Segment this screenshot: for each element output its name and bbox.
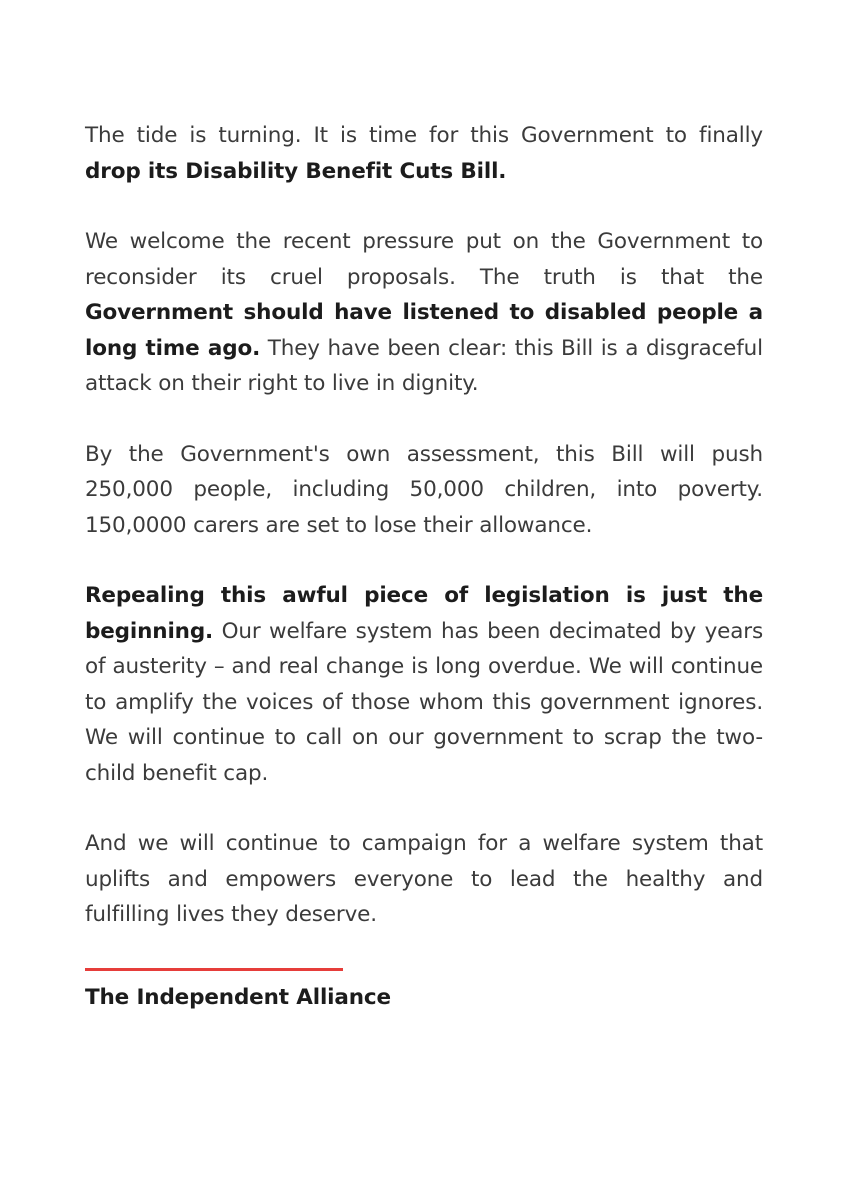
paragraph-2	[85, 224, 763, 402]
paragraph-1-text: The tide is turning. It is time for this Government to finally	[85, 123, 763, 148]
paragraph-1	[85, 118, 763, 189]
paragraph-2-text-start: We welcome the recent pressure put on the Government to reconsider its cruel proposals. The truth is that the	[85, 229, 763, 290]
paragraph-5-text: And we will continue to campaign for a welfare system that uplifts and empowers everyone to lead the healthy and fulfilling lives they deserve.	[85, 831, 763, 927]
paragraph-4-emphasis: Repealing this awful piece of legislation is just the beginning.	[85, 583, 763, 644]
paragraph-3-text: By the Government's own assessment, this Bill will push 250,000 people, including 50,000 children, into poverty. 150,0000 carers are set to lose their allowance.	[85, 441, 763, 538]
paragraph-4	[85, 578, 763, 791]
paragraph-2-emphasis: Government should have listened to disabled people a long time ago.	[85, 300, 763, 361]
paragraph-5	[85, 826, 763, 933]
signature-divider	[85, 968, 343, 971]
paragraph-4-text: Our welfare system has been decimated by years of austerity – and real change is long overdue. We will continue to amplify the voices of those whom this government ignores. We will continue to call on our government to scrap the two-child benefit cap.	[85, 618, 763, 786]
paragraph-2-text-end: They have been clear: this Bill is a disgraceful attack on their right to live in dignity.	[85, 335, 763, 396]
signature: The Independent Alliance	[85, 984, 391, 1010]
paragraph-3	[85, 437, 763, 544]
statement-document	[85, 118, 763, 1015]
paragraph-1-emphasis: drop its Disability Benefit Cuts Bill.	[85, 158, 507, 184]
